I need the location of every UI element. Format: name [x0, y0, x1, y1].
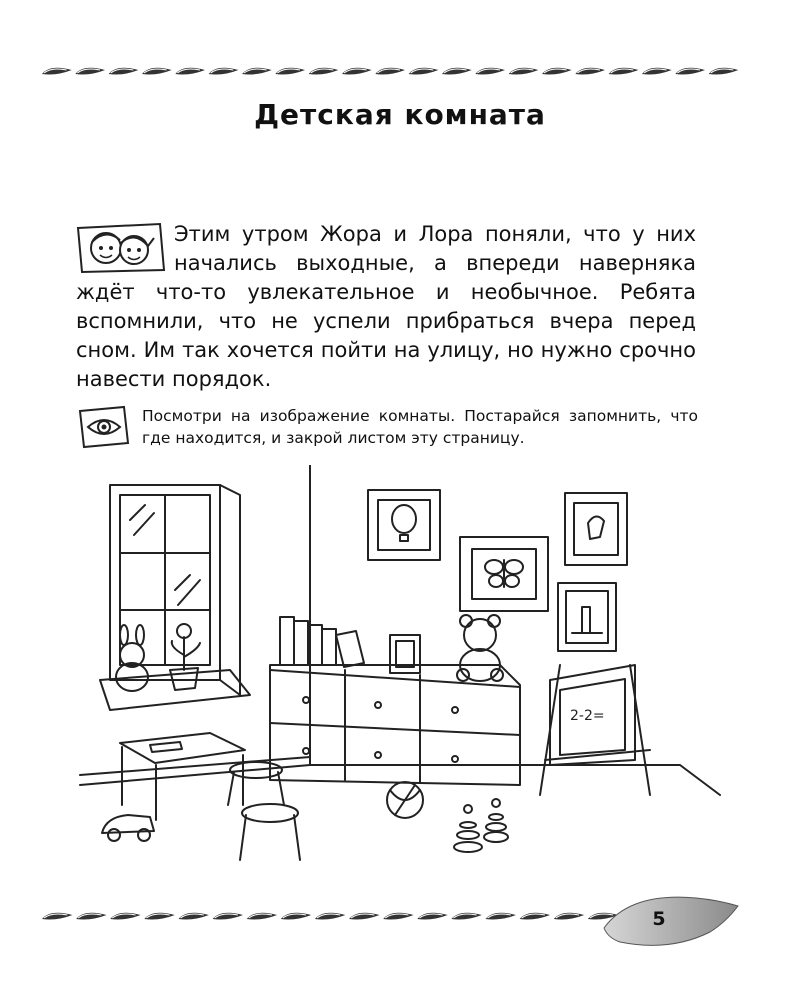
- chalkboard-easel: [540, 665, 650, 795]
- task-instruction: [76, 405, 698, 449]
- picture-balloon: [368, 490, 440, 560]
- page-title: Детская комната: [254, 98, 546, 131]
- page-number-badge: [600, 888, 740, 950]
- story-paragraph: [76, 220, 696, 394]
- childrens-room-illustration: [60, 465, 740, 875]
- toy-car: [102, 815, 154, 841]
- bunny-toy: [116, 625, 148, 691]
- picture-lighthouse: [558, 583, 616, 651]
- page-number: 5: [652, 908, 666, 930]
- dresser: [270, 665, 520, 785]
- photo-frame: [390, 635, 420, 673]
- picture-parrot: [565, 493, 627, 565]
- books: [280, 617, 364, 667]
- stacking-toy-1: [454, 805, 482, 852]
- picture-butterfly: [460, 537, 548, 611]
- kids-faces-icon: [76, 222, 166, 274]
- stacking-toy-2: [484, 799, 508, 842]
- stool-2: [240, 804, 300, 860]
- story-text: Этим утром Жора и Лора поняли, что у них начались выходные, а впереди наверняка ждёт что-то увлекательное и необычное. Ребята вспомнили, что не успели прибраться вчера перед сном. Им так хочется пойти на улицу, но нужно срочно навести порядок.: [76, 222, 696, 391]
- teddy-bear: [457, 615, 503, 681]
- top-decorative-border: [40, 60, 740, 84]
- chalkboard-equation: 2-2=: [570, 708, 605, 724]
- window: [100, 485, 250, 710]
- floor-baseline: [80, 765, 720, 795]
- task-text: Посмотри на изображение комнаты. Постарайся запомнить, что где находится, и закрой листом эту страницу.: [142, 407, 698, 447]
- ball: [387, 782, 423, 818]
- bottom-decorative-border: [40, 905, 620, 929]
- eye-icon: [76, 405, 132, 449]
